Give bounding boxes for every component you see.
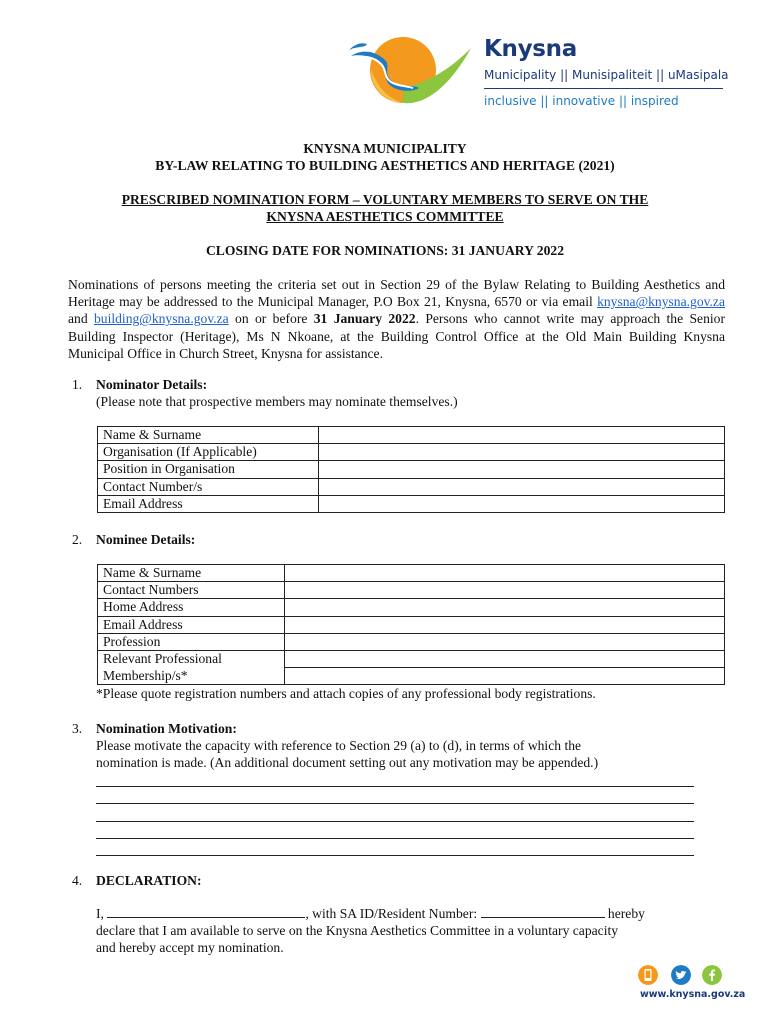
declarant-name-blank[interactable] bbox=[107, 905, 305, 918]
declaration-line-2: declare that I am available to serve on the Knysna Aesthetics Committee in a voluntary capacity bbox=[96, 923, 619, 938]
field-label: Name & Surname bbox=[98, 565, 285, 582]
section-1-note: (Please note that prospective members may nominate themselves.) bbox=[96, 394, 458, 409]
field-label: Email Address bbox=[98, 495, 319, 512]
nominator-position-input[interactable] bbox=[319, 461, 725, 478]
declaration-text bbox=[96, 905, 696, 956]
twitter-icon[interactable] bbox=[671, 965, 691, 985]
table-row bbox=[98, 668, 725, 685]
knysna-logo bbox=[343, 26, 743, 118]
section-1-heading bbox=[72, 376, 207, 393]
field-label: Profession bbox=[98, 633, 285, 650]
table-row bbox=[98, 599, 725, 616]
field-label: Organisation (If Applicable) bbox=[98, 444, 319, 461]
table-row bbox=[98, 616, 725, 633]
nominee-membership-input[interactable] bbox=[285, 651, 725, 668]
motivation-instructions-2: nomination is made. (An additional document setting out any motivation may be appended.) bbox=[96, 755, 599, 770]
motivation-lines[interactable] bbox=[96, 770, 694, 856]
declaration-with: , with SA ID/Resident Number: bbox=[305, 906, 481, 921]
intro-deadline: 31 January 2022 bbox=[313, 311, 416, 327]
section-3-title: Nomination Motivation: bbox=[96, 721, 237, 736]
motivation-line[interactable] bbox=[96, 770, 694, 787]
nominee-name-input[interactable] bbox=[285, 565, 725, 582]
table-row bbox=[98, 651, 725, 668]
field-label: Contact Number/s bbox=[98, 478, 319, 495]
knysna-logo-mark-icon bbox=[343, 26, 475, 116]
field-label: Relevant Professional bbox=[98, 651, 285, 668]
nominee-profession-input[interactable] bbox=[285, 633, 725, 650]
section-3-number: 3. bbox=[72, 721, 83, 736]
table-row bbox=[98, 444, 725, 461]
section-4-number: 4. bbox=[72, 873, 83, 888]
field-label: Home Address bbox=[98, 599, 285, 616]
section-4-heading bbox=[72, 872, 201, 889]
intro-text-2: and bbox=[68, 311, 94, 327]
section-2-title: Nominee Details: bbox=[96, 532, 196, 547]
table-row bbox=[98, 582, 725, 599]
nominee-table bbox=[97, 564, 725, 685]
section-4-title: DECLARATION: bbox=[96, 873, 202, 888]
heading-bylaw: BY-LAW RELATING TO BUILDING AESTHETICS AND HERITAGE (2021) bbox=[155, 158, 615, 173]
motivation-line[interactable] bbox=[96, 822, 694, 839]
intro-text-4: . Persons who cannot write may approach the Senior Building Inspector (Heritage), Ms N Nkoane, at the Building Control Office at the Old Main Building Knysna Municipal Office in Church Street, Knysna for assistance. bbox=[68, 311, 725, 361]
nominee-footnote: *Please quote registration numbers and attach copies of any professional body registrations. bbox=[96, 686, 596, 701]
nominee-contact-input[interactable] bbox=[285, 582, 725, 599]
field-label: Name & Surname bbox=[98, 427, 319, 444]
nominator-name-input[interactable] bbox=[319, 427, 725, 444]
nominator-organisation-input[interactable] bbox=[319, 444, 725, 461]
email-link-building[interactable]: building@knysna.gov.za bbox=[93, 311, 229, 327]
heading-municipality: KNYSNA MUNICIPALITY bbox=[303, 141, 467, 156]
declaration-line-3: and hereby accept my nomination. bbox=[96, 940, 284, 955]
section-2-number: 2. bbox=[72, 532, 83, 547]
nominee-email-input[interactable] bbox=[285, 616, 725, 633]
closing-date: CLOSING DATE FOR NOMINATIONS: 31 JANUARY 2022 bbox=[205, 243, 564, 258]
phone-icon[interactable] bbox=[638, 965, 658, 985]
intro-text-1: Nominations of persons meeting the criteria set out in Section 29 of the Bylaw Relating to Building Aesthetics and Heritage may be addressed to the Municipal Manager, P.O Box 21, Knysna, 6570 or via email bbox=[68, 277, 725, 310]
form-title-line-1: PRESCRIBED NOMINATION FORM – VOLUNTARY MEMBERS TO SERVE ON THE bbox=[121, 192, 649, 207]
table-row bbox=[98, 633, 725, 650]
motivation-line[interactable] bbox=[96, 804, 694, 821]
brand-tagline: inclusive || innovative || inspired bbox=[484, 94, 679, 108]
declaration-i: I, bbox=[96, 906, 108, 921]
field-label: Position in Organisation bbox=[98, 461, 319, 478]
brand-subtitle: Municipality || Munisipaliteit || uMasipala bbox=[484, 68, 729, 82]
table-row bbox=[98, 427, 725, 444]
table-row bbox=[98, 565, 725, 582]
nominee-address-input[interactable] bbox=[285, 599, 725, 616]
section-2-heading bbox=[72, 531, 195, 548]
brand-name: Knysna bbox=[484, 36, 577, 62]
field-label: Membership/s* bbox=[98, 668, 285, 685]
section-1-title: Nominator Details: bbox=[96, 377, 208, 392]
motivation-line[interactable] bbox=[96, 787, 694, 804]
nominee-membership-input-2[interactable] bbox=[285, 668, 725, 685]
nominator-table bbox=[97, 426, 725, 513]
intro-text-3: on or before bbox=[228, 311, 314, 327]
motivation-instructions-1: Please motivate the capacity with reference to Section 29 (a) to (d), in terms of which the bbox=[96, 738, 582, 753]
id-number-blank[interactable] bbox=[481, 905, 605, 918]
nominator-contact-input[interactable] bbox=[319, 478, 725, 495]
section-3-heading bbox=[72, 720, 237, 737]
brand-divider bbox=[484, 88, 723, 89]
website-link[interactable]: www.knysna.gov.za bbox=[640, 989, 746, 1000]
facebook-icon[interactable] bbox=[702, 965, 722, 985]
field-label: Contact Numbers bbox=[98, 582, 285, 599]
table-row bbox=[98, 495, 725, 512]
table-row bbox=[98, 478, 725, 495]
section-1-number: 1. bbox=[72, 377, 83, 392]
motivation-line[interactable] bbox=[96, 839, 694, 856]
field-label: Email Address bbox=[98, 616, 285, 633]
declaration-hereby: hereby bbox=[604, 906, 645, 921]
email-link-knysna[interactable]: knysna@knysna.gov.za bbox=[597, 294, 725, 310]
nominator-email-input[interactable] bbox=[319, 495, 725, 512]
intro-paragraph bbox=[68, 276, 725, 362]
table-row bbox=[98, 461, 725, 478]
form-title-line-2: KNYSNA AESTHETICS COMMITTEE bbox=[266, 209, 504, 224]
